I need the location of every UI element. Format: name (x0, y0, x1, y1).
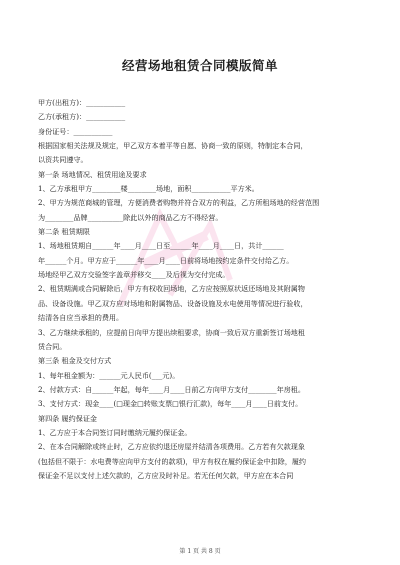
paragraph-line: 第二条 租赁期限 (38, 227, 90, 237)
paragraph-line: 以资共同遵守。 (38, 155, 88, 165)
paragraph-line: 3、乙方继续承租的，应提前日向甲方提出续租要求，协商一致后双方重新签订场地租 (38, 327, 305, 337)
paragraph-line: 年______个月。甲方应于______年____月____日前将场地按约定条件交付给乙方。 (38, 255, 294, 265)
paragraph-line: 结清各自应当承担的费用。 (38, 313, 124, 323)
paragraph-line: 1、乙方应于本合同签订同时缴纳元履约保证金。 (38, 427, 192, 437)
page-footer: 第 1 页 共 8 页 (179, 548, 221, 555)
paragraph-line: (包括但不限于：水电费等应向甲方支付的款项)，甲方有权在履约保证金中扣除，履约 (38, 456, 307, 466)
paragraph-line: 场地经甲乙双方交验签字盖章并移交____及后视为交付完成。 (38, 270, 230, 280)
paragraph-line: 乙方(承租方)：___________ (38, 112, 126, 122)
paragraph-line: 2、在本合同解除或终止时，乙方应依约退还房屋并结清各项费用。乙方若有欠款现象 (38, 442, 305, 452)
paragraph-line: 赁合同。 (38, 341, 67, 351)
paragraph-line: 1、每年租金额为：______元人民币(___元)。 (38, 370, 180, 380)
paragraph-line: 第一条 场地情况、租赁用途及要求 (38, 169, 147, 179)
paragraph-line: 2、付款方式：自______年起，每年____月____日前乙方向甲方支付________年房租。 (38, 384, 305, 394)
paragraph-line: 第三条 租金及交付方式 (38, 356, 112, 366)
paragraph-line: 第四条 履约保证金 (38, 413, 98, 423)
paragraph-line: 1、乙方承租甲方________楼________场地，面积___________平方米。 (38, 184, 259, 194)
paragraph-line: 2、租赁期满或合同解除后，甲方有权收回场地，乙方应按照原状返还场地及其附属物 (38, 284, 305, 294)
paragraph-line: 根据国家相关法规及规定，甲乙双方本着平等自愿、协商一致的原则，特制定本合同， (38, 141, 308, 151)
paragraph-line: 身份证号：___________ (38, 126, 113, 136)
paragraph-line: 2、甲方为规范商城的管理，方便消费者购物并符合双方的利益，乙方所租场地的经营范围 (38, 198, 320, 208)
document-title: 经营场地租赁合同模版简单 (121, 58, 278, 73)
paragraph-line: 甲方(出租方)：___________ (38, 98, 126, 107)
paragraph-line: 品、设备设施。甲乙双方应对场地和附属物品、设备设施及水电使用等情况进行验收， (38, 298, 308, 308)
document-body (38, 96, 344, 483)
paragraph-line: 3、支付方式：现金____(□现金□转账支票□银行汇款)，每年____月____日前支付。 (38, 399, 303, 409)
paragraph-line: 1、场地租赁期自______年____月____日至______年____月____日，共计______ (38, 241, 284, 251)
paragraph-line: 为________品牌__________除此以外的商品乙方不得经营。 (38, 212, 223, 222)
paragraph-line: 保证金不足以支付上述欠款的，乙方应及时补足。若无任何欠款，甲方应在本合同 (38, 470, 294, 480)
